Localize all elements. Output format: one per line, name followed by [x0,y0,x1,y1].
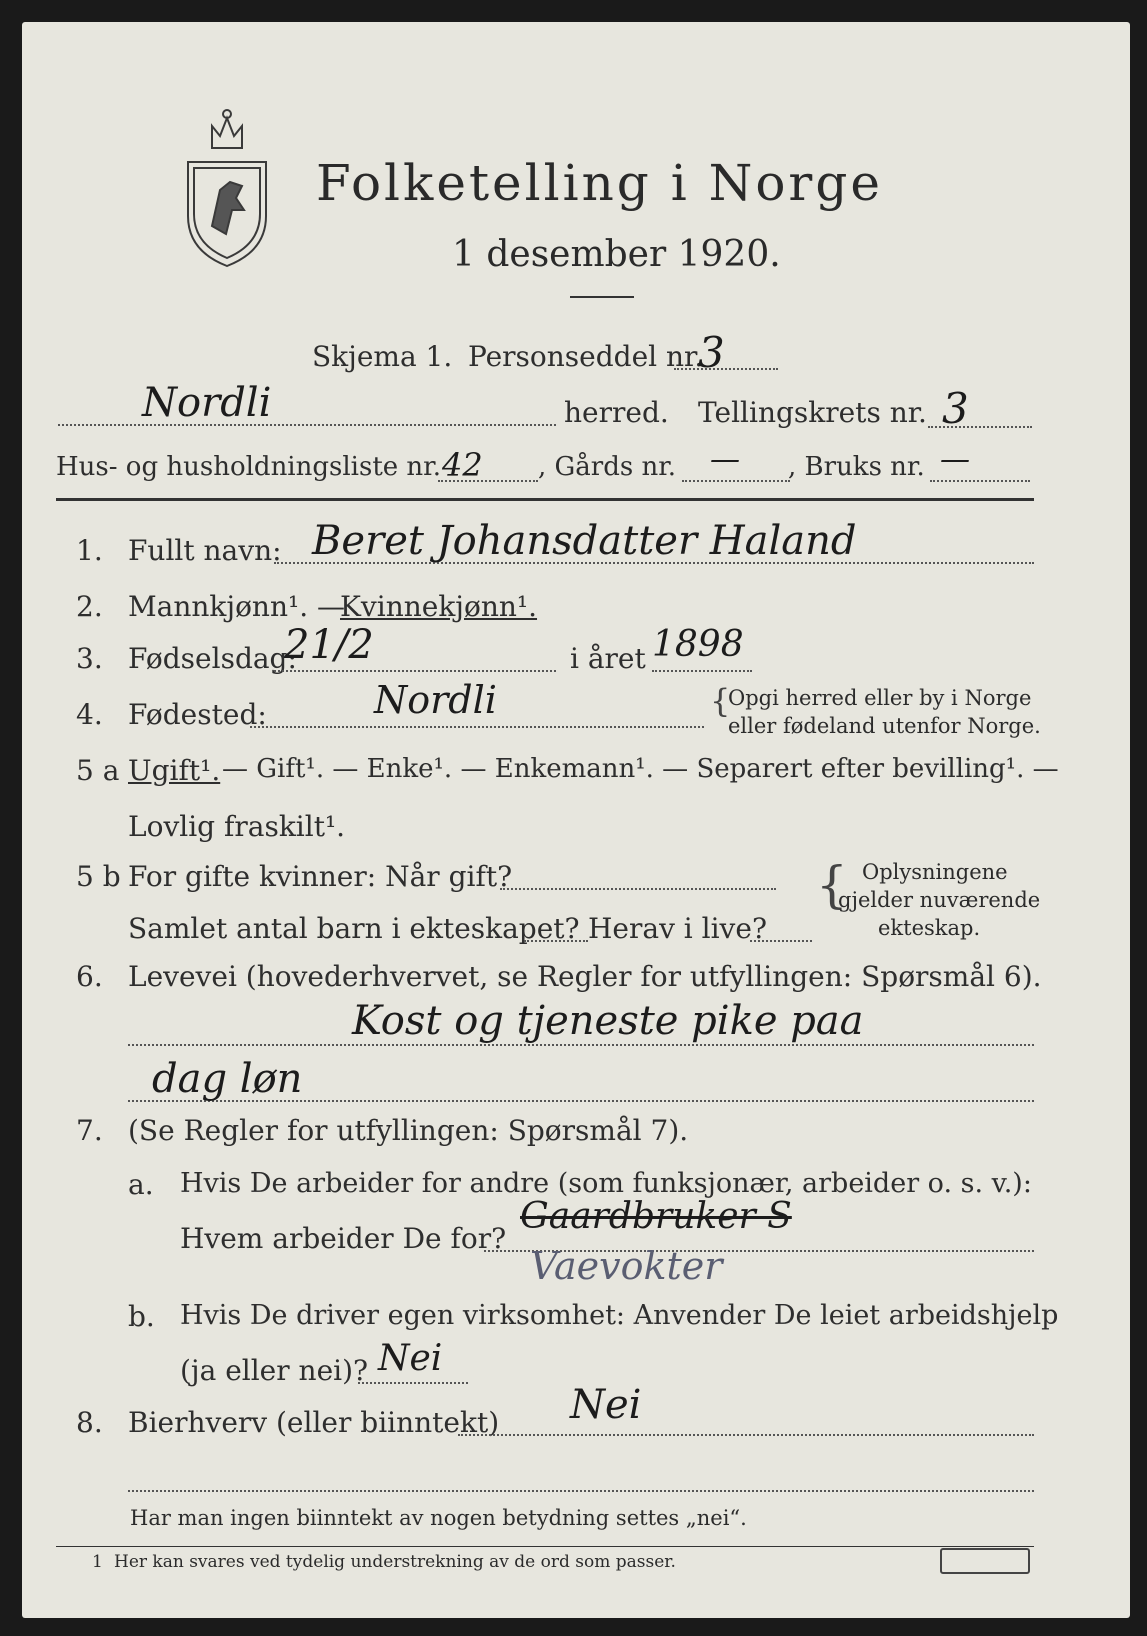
q3-year-label: i året [570,642,646,675]
herred-label: herred. [564,396,669,429]
census-date: 1 desember 1920. [452,234,781,275]
q5b-children-field-line [524,940,588,942]
q3-year-value: 1898 [652,624,744,665]
q7-number: 7. [76,1114,103,1147]
q3-number: 3. [76,642,103,675]
q5b-alive-field-line [750,940,812,942]
q3-year-field-line [652,670,752,672]
q7a-line2: Hvem arbeider De for? [180,1222,507,1255]
q3-label: Fødselsdag: [128,642,297,675]
gards-value: — [710,442,740,477]
q7a-label: Hvis De arbeider for andre (som funksjonær, arbeider o. s. v.): [180,1168,1032,1199]
gards-field-line [682,480,790,482]
personseddel-field-line [674,368,778,370]
q5a-number: 5 a [76,754,120,787]
personseddel-value: 3 [698,328,725,377]
bruks-label: , Bruks nr. [788,452,925,482]
q5b-number: 5 b [76,860,121,893]
q7b-value: Nei [378,1338,443,1379]
gards-label: , Gårds nr. [538,452,677,482]
q1-number: 1. [76,534,103,567]
husliste-value: 42 [442,446,483,484]
q5b-note-line3: ekteskap. [878,916,981,940]
q7b-letter: b. [128,1300,155,1333]
q8-field-line [458,1434,1034,1436]
q7b-label: Hvis De driver egen virksomhet: Anvender De leiet arbeidshjelp [180,1300,1059,1331]
husliste-label: Hus- og husholdningsliste nr. [56,452,442,482]
herred-value: Nordli [142,380,272,426]
q7a-value: Vaevokter [530,1244,723,1288]
census-form-paper [22,22,1130,1618]
q4-value: Nordli [374,678,497,722]
q6-label: Levevei (hovederhvervet, se Regler for utfyllingen: Spørsmål 6). [128,960,1042,993]
q4-note-line2: eller fødeland utenfor Norge. [728,714,1041,738]
q2-number: 2. [76,590,103,623]
q8-label: Bierhverv (eller biinntekt) [128,1406,500,1439]
q8-number: 8. [76,1406,103,1439]
q5a-line2: Lovlig fraskilt¹. [128,810,346,843]
q4-note-brace: { [710,682,731,720]
q3-value: 21/2 [284,622,374,668]
q5a-ugift: Ugift¹. [128,754,221,787]
q5b-note-line1: Oplysningene [862,860,1008,884]
q6-field-line-1 [128,1044,1034,1046]
q1-label: Fullt navn: [128,534,282,567]
q4-note-line1: Opgi herred eller by i Norge [728,686,1032,710]
printer-stamp [940,1548,1030,1574]
tellingskrets-value: 3 [942,384,969,433]
q5b-field-line [500,888,776,890]
q7b-line2: (ja eller nei)? [180,1354,369,1387]
q5b-note-brace: { [816,856,848,914]
q3-field-line [274,670,556,672]
q4-field-line [250,726,704,728]
q5b-line2-alive: Herav i live? [588,912,767,945]
personseddel-label: Personseddel nr. [468,340,704,373]
form-title: Folketelling i Norge [316,154,883,212]
q1-value: Beret Johansdatter Haland [312,518,857,564]
q5b-note-line2: gjelder nuværende [838,888,1041,912]
title-divider [570,296,634,298]
footer-note: Har man ingen biinntekt av nogen betydning settes „nei“. [130,1506,747,1530]
q2-label-female: Kvinnekjønn¹. [340,590,538,623]
q5b-line2-children: Samlet antal barn i ekteskapet? [128,912,580,945]
q2-label-male: Mannkjønn¹. — [128,590,346,623]
q5a-options: — Gift¹. — Enke¹. — Enkemann¹. — Separert efter bevilling¹. — [222,754,1059,784]
q7-label: (Se Regler for utfyllingen: Spørsmål 7). [128,1114,689,1147]
q4-number: 4. [76,698,103,731]
q4-label: Fødested: [128,698,267,731]
tellingskrets-label: Tellingskrets nr. [698,396,927,429]
herred-field-line [58,424,556,426]
q6-number: 6. [76,960,103,993]
bruks-field-line [930,480,1030,482]
q8-value: Nei [570,1382,642,1428]
footnote-number: 1 [92,1552,103,1572]
q6-value-line2: dag løn [152,1056,303,1102]
footnote-text: Her kan svares ved tydelig understrekning av de ord som passer. [114,1552,676,1572]
q7b-field-line [358,1382,468,1384]
q7a-value-struck: Gaardbruker S [520,1196,792,1237]
skjema-label: Skjema 1. [312,340,453,373]
q6-value-line1: Kost og tjeneste pike paa [352,998,864,1044]
q5b-label: For gifte kvinner: Når gift? [128,860,513,893]
header-separator [56,498,1034,501]
q7a-letter: a. [128,1168,154,1201]
footnote-separator [56,1546,1034,1547]
q8-field-line-2 [128,1490,1034,1492]
bruks-value: — [940,442,970,477]
coat-of-arms-icon [182,106,272,268]
